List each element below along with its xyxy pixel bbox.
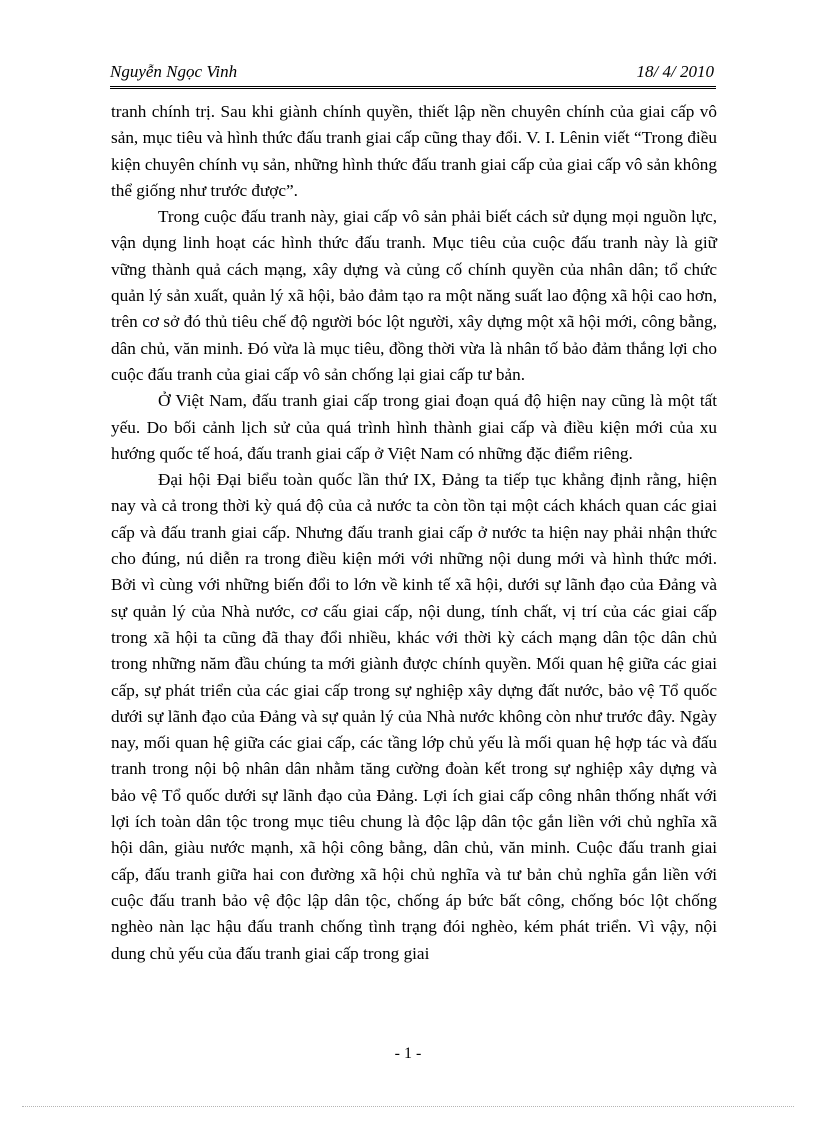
header-date: 18/ 4/ 2010	[636, 62, 714, 81]
paragraph: Trong cuộc đấu tranh này, giai cấp vô sản phải biết cách sử dụng mọi nguồn lực, vận dụng linh hoạt các hình thức đấu tranh. Mục tiêu của cuộc đấu tranh này là giữ vững thành quả cách mạng, xây dựng và củng cố chính quyền của nhân dân; tổ chức quản lý sản xuất, quản lý xã hội, bảo đảm tạo ra một năng suất lao động xã hội cao hơn, trên cơ sở đó thủ tiêu chế độ người bóc lột người, xây dựng một xã hội mới, công bằng, dân chủ, văn minh. Đó vừa là mục tiêu, đồng thời vừa là nhân tố bảo đảm thắng lợi cho cuộc đấu tranh của giai cấp vô sản chống lại giai cấp tư bản.	[111, 207, 717, 384]
body-text	[111, 99, 717, 967]
paragraph-continuation: tranh chính trị. Sau khi giành chính quyền, thiết lập nền chuyên chính của giai cấp vô sản, mục tiêu và hình thức đấu tranh giai cấp cũng thay đổi. V. I. Lênin viết “Trong điều kiện chuyên chính vụ sản, những hình thức đấu tranh giai cấp của giai cấp vô sản không thể giống như trước được”.	[111, 102, 717, 200]
paragraph: Đại hội Đại biểu toàn quốc lần thứ IX, Đảng ta tiếp tục khẳng định rằng, hiện nay và cả trong thời kỳ quá độ của cả nước ta còn tồn tại một cách khách quan các giai cấp và đấu tranh giai cấp. Nhưng đấu tranh giai cấp ở nước ta hiện nay phải nhận thức cho đúng, nú diễn ra trong điều kiện mới với những nội dung mới và hình thức mới. Bởi vì cùng với những biến đổi to lớn về kinh tế xã hội, dưới sự lãnh đạo của Đảng và sự quản lý của Nhà nước, cơ cấu giai cấp, nội dung, tính chất, vị trí của các giai cấp trong xã hội ta cũng đã thay đổi nhiều, khác với thời kỳ cách mạng dân tộc dân chủ trong những năm đầu chúng ta mới giành được chính quyền. Mối quan hệ giữa các giai cấp, sự phát triển của các giai cấp trong sự nghiệp xây dựng đất nước, bảo vệ Tổ quốc dưới sự lãnh đạo của Đảng và sự quản lý của Nhà nước không còn như trước đây. Ngày nay, mối quan hệ giữa các giai cấp, các tầng lớp chủ yếu là mối quan hệ hợp tác và đấu tranh trong nội bộ nhân dân nhằm tăng cường đoàn kết trong sự nghiệp xây dựng và bảo vệ Tổ quốc dưới sự lãnh đạo của Đảng. Lợi ích giai cấp công nhân thống nhất với lợi ích toàn dân tộc trong mục tiêu chung là độc lập dân tộc gắn liền với chủ nghĩa xã hội dân, giàu nước mạnh, xã hội công bằng, dân chủ, văn minh. Cuộc đấu tranh giai cấp, đấu tranh giữa hai con đường xã hội chủ nghĩa và tư bản chủ nghĩa gắn liền với cuộc đấu tranh bảo vệ độc lập dân tộc, chống áp bức bất công, chống bóc lột chống nghèo nàn lạc hậu đấu tranh chống tình trạng đói nghèo, kém phát triển. Vì vậy, nội dung chủ yếu của đấu tranh giai cấp trong giai	[111, 470, 717, 963]
page-number: - 1 -	[394, 1045, 422, 1062]
paragraph: Ở Việt Nam, đấu tranh giai cấp trong giai đoạn quá độ hiện nay cũng là một tất yếu. Do bối cảnh lịch sử của quá trình hình thành giai cấp và điều kiện mới của xu hướng quốc tế hoá, đấu tranh giai cấp ở Việt Nam có những đặc điểm riêng.	[111, 391, 717, 463]
header-author: Nguyễn Ngọc Vinh	[110, 62, 238, 81]
page-boundary-divider	[22, 1106, 794, 1107]
page-header	[110, 58, 716, 89]
